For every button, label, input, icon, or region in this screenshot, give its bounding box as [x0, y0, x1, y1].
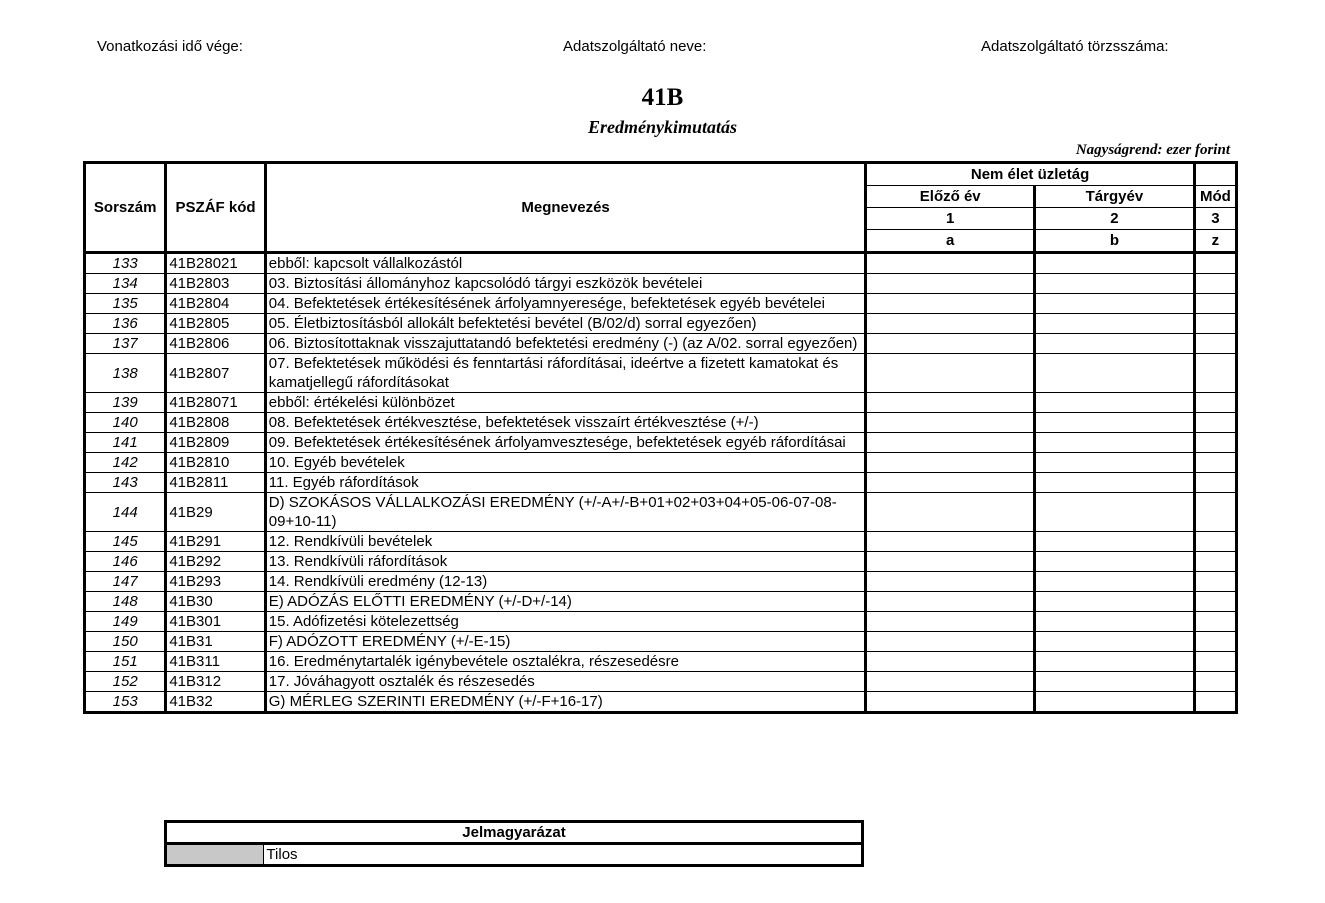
cell-current-year[interactable]	[1035, 552, 1195, 572]
cell-prev-year[interactable]	[866, 532, 1035, 552]
row-number: 142	[85, 453, 166, 473]
row-code: 41B2804	[166, 294, 265, 314]
row-code: 41B312	[166, 672, 265, 692]
table-row	[85, 453, 1237, 473]
table-row	[85, 433, 1237, 453]
cell-current-year[interactable]	[1035, 652, 1195, 672]
cell-mod[interactable]	[1194, 612, 1236, 632]
row-name: 10. Egyéb bevételek	[265, 453, 866, 473]
table-row	[85, 393, 1237, 413]
cell-mod[interactable]	[1194, 453, 1236, 473]
row-name: G) MÉRLEG SZERINTI EREDMÉNY (+/-F+16-17)	[265, 692, 866, 713]
row-number: 138	[85, 354, 166, 393]
col-header-sorszam: Sorszám	[85, 163, 166, 253]
row-code: 41B2805	[166, 314, 265, 334]
table-row	[85, 473, 1237, 493]
row-code: 41B2811	[166, 473, 265, 493]
cell-prev-year[interactable]	[866, 592, 1035, 612]
row-name: D) SZOKÁSOS VÁLLALKOZÁSI EREDMÉNY (+/-A+/-B+01+02+03+04+05-06-07-08-09+10-11)	[265, 493, 866, 532]
row-number: 133	[85, 253, 166, 274]
row-name: F) ADÓZOTT EREDMÉNY (+/-E-15)	[265, 632, 866, 652]
cell-mod[interactable]	[1194, 592, 1236, 612]
cell-current-year[interactable]	[1035, 413, 1195, 433]
table-row	[85, 692, 1237, 713]
row-name: 17. Jóváhagyott osztalék és részesedés	[265, 672, 866, 692]
scale-note: Nagyságrend: ezer forint	[1075, 142, 1230, 158]
table-row	[85, 672, 1237, 692]
legend-item-label: Tilos	[264, 844, 863, 866]
cell-prev-year[interactable]	[866, 572, 1035, 592]
cell-mod[interactable]	[1194, 552, 1236, 572]
cell-mod[interactable]	[1194, 433, 1236, 453]
row-number: 140	[85, 413, 166, 433]
row-code: 41B2810	[166, 453, 265, 473]
cell-prev-year[interactable]	[866, 672, 1035, 692]
row-code: 41B2809	[166, 433, 265, 453]
col-header-curr: Tárgyév	[1035, 186, 1195, 208]
row-number: 145	[85, 532, 166, 552]
row-number: 149	[85, 612, 166, 632]
cell-mod[interactable]	[1194, 473, 1236, 493]
cell-current-year[interactable]	[1035, 692, 1195, 713]
table-row	[85, 612, 1237, 632]
row-name: 05. Életbiztosításból allokált befektetési bevétel (B/02/d) sorral egyezően)	[265, 314, 866, 334]
row-name: 11. Egyéb ráfordítások	[265, 473, 866, 493]
cell-prev-year[interactable]	[866, 552, 1035, 572]
cell-mod[interactable]	[1194, 692, 1236, 713]
row-code: 41B2808	[166, 413, 265, 433]
col-letter-mod: z	[1194, 230, 1236, 253]
row-name: 14. Rendkívüli eredmény (12-13)	[265, 572, 866, 592]
col-header-mod: Mód	[1194, 186, 1236, 208]
row-code: 41B311	[166, 652, 265, 672]
cell-mod[interactable]	[1194, 334, 1236, 354]
cell-current-year[interactable]	[1035, 453, 1195, 473]
table-row	[85, 652, 1237, 672]
cell-current-year[interactable]	[1035, 294, 1195, 314]
row-code: 41B31	[166, 632, 265, 652]
row-code: 41B293	[166, 572, 265, 592]
provider-label: Adatszolgáltató neve:	[563, 38, 707, 55]
row-name: 15. Adófizetési kötelezettség	[265, 612, 866, 632]
cell-current-year[interactable]	[1035, 572, 1195, 592]
row-number: 151	[85, 652, 166, 672]
table-row	[85, 493, 1237, 532]
table-row	[85, 592, 1237, 612]
row-name: E) ADÓZÁS ELŐTTI EREDMÉNY (+/-D+/-14)	[265, 592, 866, 612]
cell-prev-year[interactable]	[866, 354, 1035, 393]
cell-current-year[interactable]	[1035, 433, 1195, 453]
table-row	[85, 532, 1237, 552]
legend-table	[164, 820, 864, 867]
page-title: 41B	[641, 84, 684, 111]
row-number: 141	[85, 433, 166, 453]
cell-current-year[interactable]	[1035, 632, 1195, 652]
cell-current-year[interactable]	[1035, 532, 1195, 552]
cell-current-year[interactable]	[1035, 393, 1195, 413]
cell-prev-year[interactable]	[866, 393, 1035, 413]
row-number: 136	[85, 314, 166, 334]
cell-current-year[interactable]	[1035, 253, 1195, 274]
row-code: 41B291	[166, 532, 265, 552]
registry-label: Adatszolgáltató törzsszáma:	[981, 38, 1169, 55]
cell-current-year[interactable]	[1035, 493, 1195, 532]
cell-prev-year[interactable]	[866, 493, 1035, 532]
row-code: 41B28021	[166, 253, 265, 274]
table-row	[85, 274, 1237, 294]
row-number: 153	[85, 692, 166, 713]
cell-prev-year[interactable]	[866, 652, 1035, 672]
cell-current-year[interactable]	[1035, 473, 1195, 493]
page-subtitle: Eredménykimutatás	[587, 117, 737, 137]
row-code: 41B2806	[166, 334, 265, 354]
cell-current-year[interactable]	[1035, 354, 1195, 393]
cell-prev-year[interactable]	[866, 294, 1035, 314]
cell-current-year[interactable]	[1035, 314, 1195, 334]
cell-current-year[interactable]	[1035, 672, 1195, 692]
cell-mod[interactable]	[1194, 314, 1236, 334]
col-index-mod: 3	[1194, 208, 1236, 230]
row-code: 41B30	[166, 592, 265, 612]
cell-mod[interactable]	[1194, 652, 1236, 672]
col-letter-prev: a	[866, 230, 1035, 253]
row-code: 41B28071	[166, 393, 265, 413]
cell-current-year[interactable]	[1035, 612, 1195, 632]
row-name: 04. Befektetések értékesítésének árfolyamnyeresége, befektetések egyéb bevételei	[265, 294, 866, 314]
col-group-header: Nem élet üzletág	[866, 163, 1194, 186]
row-name: ebből: kapcsolt vállalkozástól	[265, 253, 866, 274]
row-number: 143	[85, 473, 166, 493]
row-name: 06. Biztosítottaknak visszajuttatandó befektetési eredmény (-) (az A/02. sorral egyezően)	[265, 334, 866, 354]
income-statement-table	[83, 161, 1238, 714]
legend-title: Jelmagyarázat	[166, 822, 863, 844]
cell-mod[interactable]	[1194, 393, 1236, 413]
row-code: 41B292	[166, 552, 265, 572]
row-name: 13. Rendkívüli ráfordítások	[265, 552, 866, 572]
col-header-pszaf: PSZÁF kód	[166, 163, 265, 253]
legend-swatch	[166, 844, 264, 866]
table-row	[85, 572, 1237, 592]
cell-prev-year[interactable]	[866, 632, 1035, 652]
table-row	[85, 334, 1237, 354]
cell-mod[interactable]	[1194, 354, 1236, 393]
row-name: 09. Befektetések értékesítésének árfolyamvesztesége, befektetések egyéb ráfordításai	[265, 433, 866, 453]
row-code: 41B2803	[166, 274, 265, 294]
row-name: ebből: értékelési különbözet	[265, 393, 866, 413]
row-number: 139	[85, 393, 166, 413]
cell-prev-year[interactable]	[866, 413, 1035, 433]
table-row	[85, 354, 1237, 393]
cell-mod[interactable]	[1194, 632, 1236, 652]
col-index-curr: 2	[1035, 208, 1195, 230]
row-code: 41B32	[166, 692, 265, 713]
cell-current-year[interactable]	[1035, 592, 1195, 612]
cell-mod[interactable]	[1194, 572, 1236, 592]
cell-prev-year[interactable]	[866, 433, 1035, 453]
row-number: 135	[85, 294, 166, 314]
cell-prev-year[interactable]	[866, 473, 1035, 493]
row-number: 146	[85, 552, 166, 572]
table-row	[85, 253, 1237, 274]
cell-current-year[interactable]	[1035, 334, 1195, 354]
cell-prev-year[interactable]	[866, 612, 1035, 632]
cell-prev-year[interactable]	[866, 274, 1035, 294]
row-code: 41B2807	[166, 354, 265, 393]
row-code: 41B29	[166, 493, 265, 532]
row-name: 12. Rendkívüli bevételek	[265, 532, 866, 552]
col-letter-curr: b	[1035, 230, 1195, 253]
col-header-prev: Előző év	[866, 186, 1035, 208]
col-index-prev: 1	[866, 208, 1035, 230]
row-name: 03. Biztosítási állományhoz kapcsolódó tárgyi eszközök bevételei	[265, 274, 866, 294]
row-number: 148	[85, 592, 166, 612]
row-number: 152	[85, 672, 166, 692]
cell-mod[interactable]	[1194, 294, 1236, 314]
col-group-blank	[1194, 163, 1236, 186]
table-row	[85, 314, 1237, 334]
col-header-megnevezes: Megnevezés	[265, 163, 866, 253]
cell-mod[interactable]	[1194, 493, 1236, 532]
row-name: 16. Eredménytartalék igénybevétele osztalékra, részesedésre	[265, 652, 866, 672]
cell-prev-year[interactable]	[866, 253, 1035, 274]
period-label: Vonatkozási idő vége:	[97, 38, 243, 55]
cell-mod[interactable]	[1194, 532, 1236, 552]
row-name: 08. Befektetések értékvesztése, befektetések visszaírt értékvesztése (+/-)	[265, 413, 866, 433]
row-number: 147	[85, 572, 166, 592]
cell-prev-year[interactable]	[866, 334, 1035, 354]
row-number: 134	[85, 274, 166, 294]
table-row	[85, 294, 1237, 314]
cell-mod[interactable]	[1194, 413, 1236, 433]
cell-prev-year[interactable]	[866, 692, 1035, 713]
row-name: 07. Befektetések működési és fenntartási ráfordításai, ideértve a fizetett kamatokat és kamatjellegű ráfordításokat	[265, 354, 866, 393]
cell-mod[interactable]	[1194, 672, 1236, 692]
row-number: 144	[85, 493, 166, 532]
cell-mod[interactable]	[1194, 253, 1236, 274]
cell-prev-year[interactable]	[866, 453, 1035, 473]
cell-prev-year[interactable]	[866, 314, 1035, 334]
table-row	[85, 552, 1237, 572]
row-code: 41B301	[166, 612, 265, 632]
table-row	[85, 632, 1237, 652]
row-number: 150	[85, 632, 166, 652]
cell-mod[interactable]	[1194, 274, 1236, 294]
table-row	[85, 413, 1237, 433]
row-number: 137	[85, 334, 166, 354]
cell-current-year[interactable]	[1035, 274, 1195, 294]
